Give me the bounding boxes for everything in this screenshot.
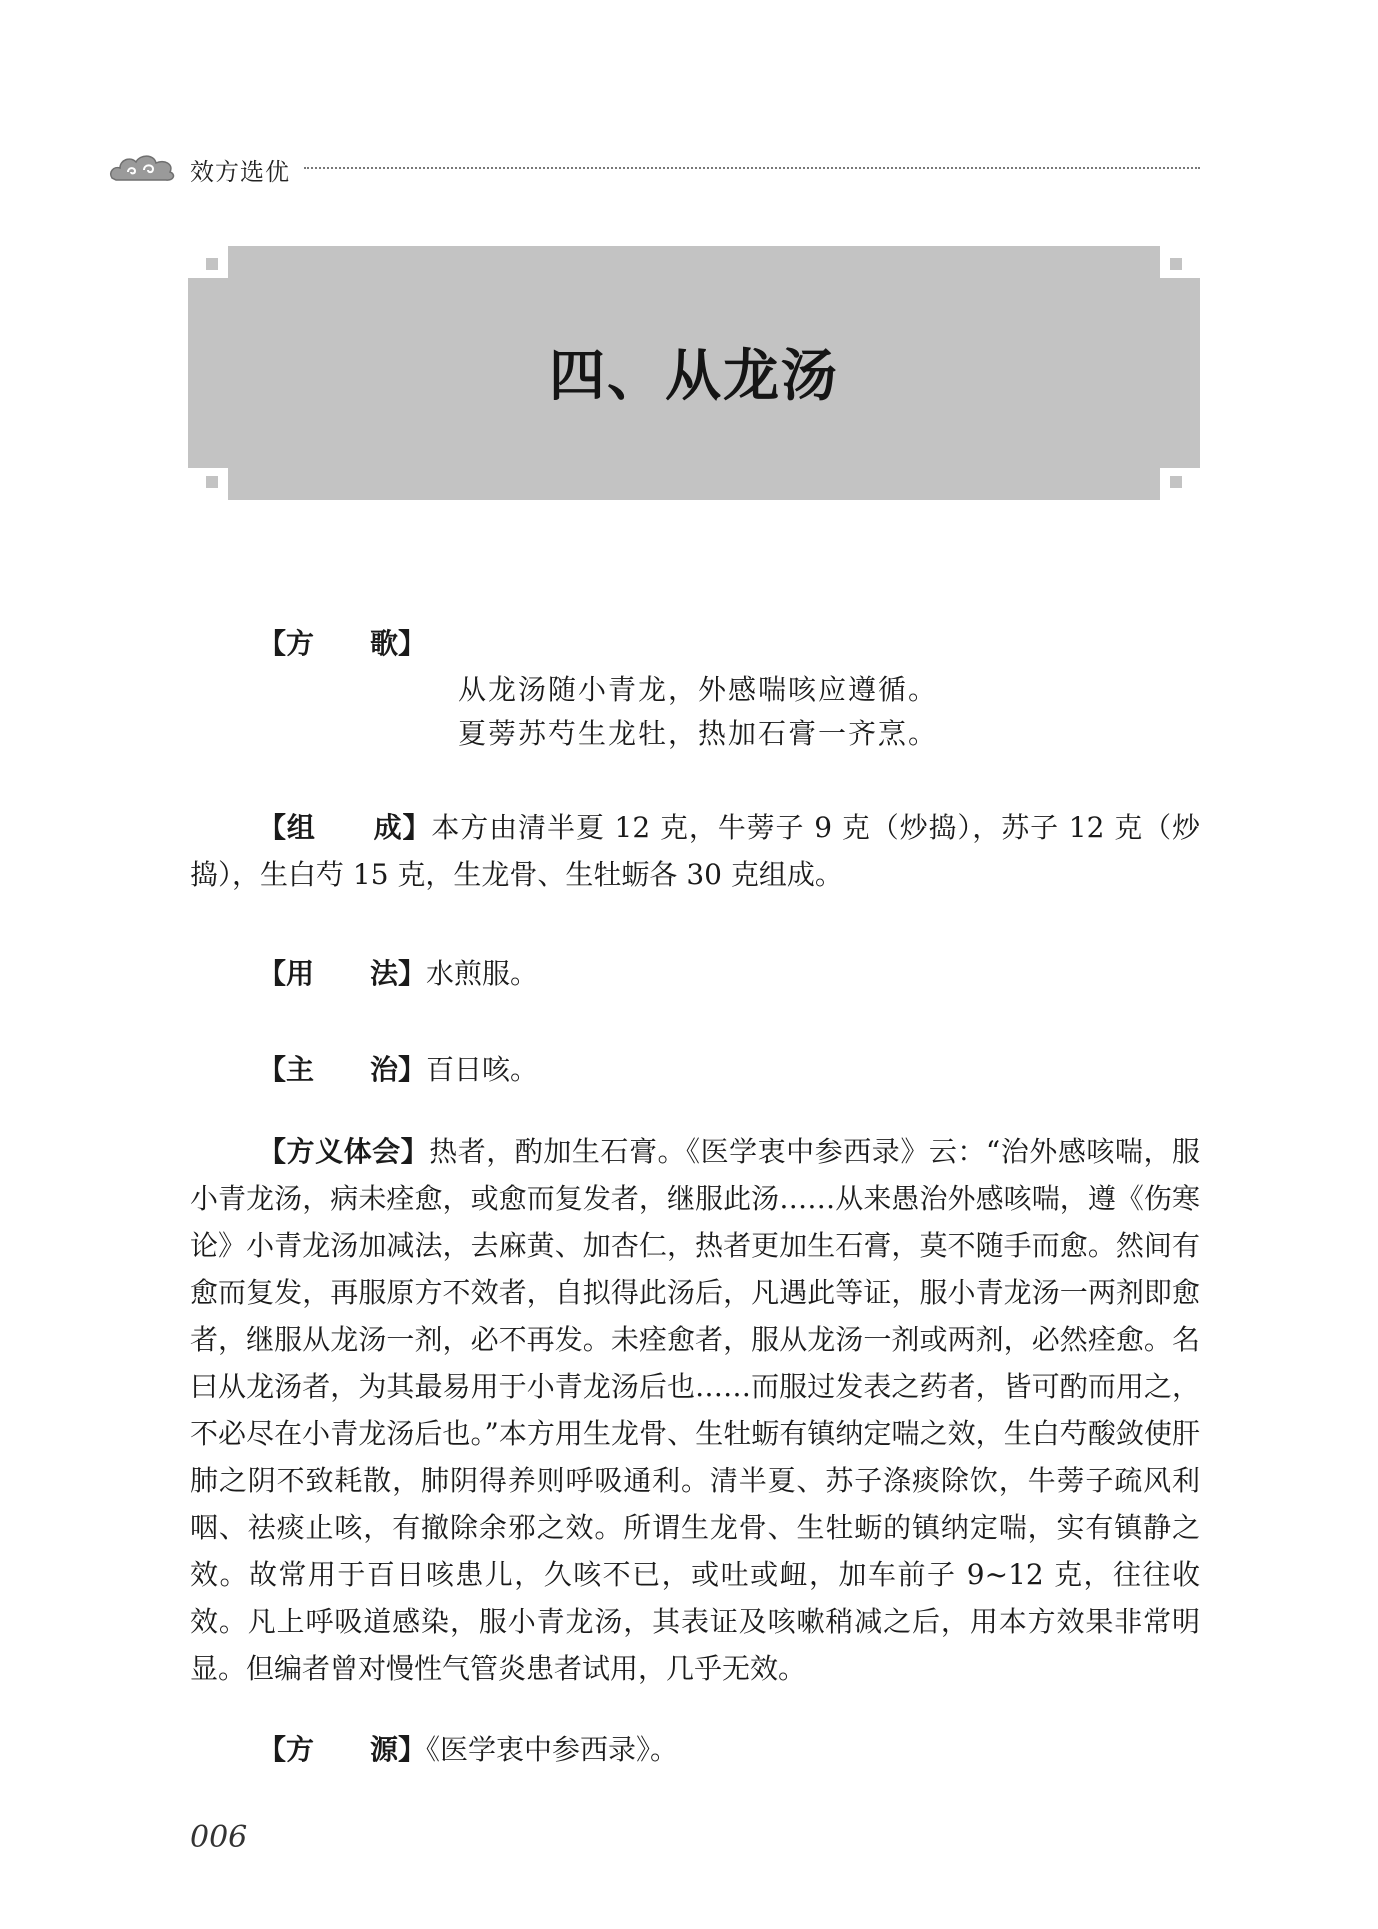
section-label-fangyi: 【方义体会】 xyxy=(258,1135,430,1168)
page-number: 006 xyxy=(190,1820,248,1855)
section-text-yongfa: 水煎服。 xyxy=(426,957,539,990)
section-zucheng xyxy=(190,804,1200,898)
section-yongfa xyxy=(190,950,1200,997)
section-text-zhuzhi: 百日咳。 xyxy=(426,1053,539,1086)
running-header-title: 效方选优 xyxy=(190,158,290,186)
cloud-ornament-icon xyxy=(108,150,178,184)
poem-line-2: 夏蒡苏芍生龙牡，热加石膏一齐烹。 xyxy=(458,717,939,750)
page-title: 四、从龙汤 xyxy=(549,344,839,409)
section-fangyuan xyxy=(190,1726,1200,1773)
section-label-zucheng: 【组 成】 xyxy=(258,811,432,844)
section-label-yongfa: 【用 法】 xyxy=(258,957,427,990)
running-header xyxy=(108,148,1200,184)
poem-line-1: 从龙汤随小青龙，外感喘咳应遵循。 xyxy=(458,673,939,706)
section-text-fangyi: 热者，酌加生石膏。《医学衷中参西录》云：“治外感咳喘，服小青龙汤，病未痊愈，或愈而复发者，继服此汤……从来愚治外感咳喘，遵《伤寒论》小青龙汤加减法，去麻黄、加杏仁，热者更加生石膏，莫不随手而愈。然间有愈而复发，再服原方不效者，自拟得此汤后，凡遇此等证，服小青龙汤一两剂即愈者，继服从龙汤一剂，必不再发。未痊愈者，服从龙汤一剂或两剂，必然痊愈。名曰从龙汤者，为其最易用于小青龙汤后也……而服过发表之药者，皆可酌而用之，不必尽在小青龙汤后也。”本方用生龙骨、生牡蛎有镇纳定喘之效，生白芍酸敛使肝肺之阴不致耗散，肺阴得养则呼吸通利。清半夏、苏子涤痰除饮，牛蒡子疏风利咽、祛痰止咳，有撤除余邪之效。所谓生龙骨、生牡蛎的镇纳定喘，实有镇静之效。故常用于百日咳患儿，久咳不已，或吐或衄，加车前子 9~12 克，往往收效。凡上呼吸道感染，服小青龙汤，其表证及咳嗽稍减之后，用本方效果非常明显。但编者曾对慢性气管炎患者试用，几乎无效。 xyxy=(190,1135,1200,1685)
section-zhuzhi xyxy=(190,1046,1200,1093)
section-label-fangyuan: 【方 源】 xyxy=(258,1733,427,1766)
chapter-title-box xyxy=(188,246,1200,500)
section-label-zhuzhi: 【主 治】 xyxy=(258,1053,427,1086)
section-fangge xyxy=(190,620,1200,667)
section-label-fangge: 【方 歌】 xyxy=(258,627,427,660)
section-text-zucheng: 本方由清半夏 12 克，牛蒡子 9 克（炒捣），苏子 12 克（炒捣），生白芍 15 克，生龙骨、生牡蛎各 30 克组成。 xyxy=(190,811,1200,891)
header-dotted-rule xyxy=(304,167,1200,169)
section-fangyi xyxy=(190,1128,1200,1692)
section-text-fangyuan: 《医学衷中参西录》。 xyxy=(426,1733,679,1766)
